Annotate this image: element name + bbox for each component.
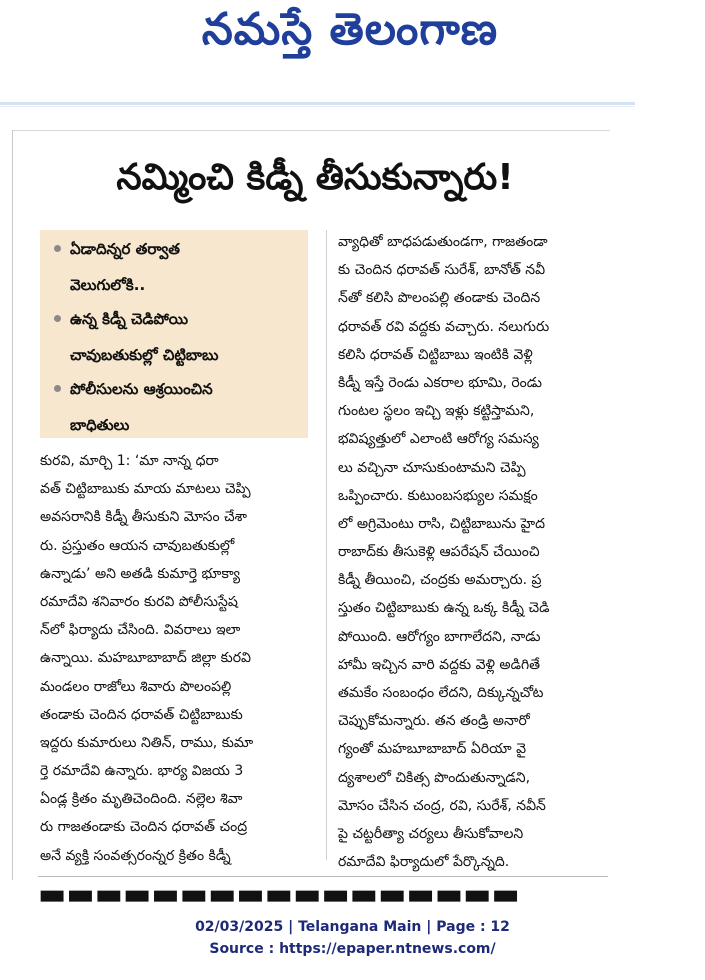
body-line: ఒప్పించారు. కుటుంబసభ్యుల సమక్షం (338, 487, 538, 504)
body-line: మండలం రాజోలు శివారు పొలంపల్లి (40, 678, 232, 695)
bullet-icon (54, 385, 61, 392)
highlights-box (40, 230, 308, 438)
article-frame-top (12, 130, 610, 131)
column-divider (326, 230, 327, 860)
highlight-line: ఉన్న కిడ్నీ చెడిపోయి (70, 310, 189, 328)
footer-date-line: 02/03/2025 | Telangana Main | Page : 12 (195, 919, 510, 935)
body-line: ఏండ్ల క్రితం మృతిచెందింది. నల్లెల శివా (40, 791, 243, 808)
body-line: పై చట్టరీత్యా చర్యలు తీసుకోవాలని (338, 825, 524, 842)
article-column-right (338, 228, 613, 876)
masthead (0, 0, 705, 100)
body-line: రాబాద్‌కు తీసుకెళ్లి ఆపరేషన్ చేయించి (338, 544, 540, 561)
masthead-rule-secondary (0, 106, 635, 107)
article-column-left (40, 447, 315, 870)
body-line: అవసరానికి కిడ్నీ తీసుకుని మోసం చేశా (40, 509, 248, 526)
next-headline-cutoff: ▬▬▬▬▬▬▬▬▬▬▬▬▬▬▬▬▬ (38, 877, 520, 912)
highlight-line: పోలీసులను ఆశ్రయించిన (70, 380, 213, 398)
body-line: లు వచ్చినా చూసుకుంటామని చెప్పి (338, 459, 526, 476)
bullet-icon (54, 315, 61, 322)
body-line: రు గాజతండాకు చెందిన ధరావత్ చంద్ర (40, 819, 248, 836)
body-line: అనే వ్యక్తి సంవత్సరంన్నర క్రితం కిడ్నీ (40, 847, 231, 864)
highlight-line: ఏడాదిన్నర తర్వాత (70, 240, 180, 258)
masthead-logo: నమస్తే తెలంగాణ (201, 4, 499, 55)
highlight-line: వెలుగులోకి.. (70, 276, 146, 294)
body-line: కు చెందిన ధరావత్ సురేశ్, బానోత్ నవీ (338, 262, 546, 279)
body-line: ద్యశాలలో చికిత్స పొందుతున్నాడని, (338, 769, 531, 786)
article-frame-left (12, 130, 13, 880)
masthead-rule (0, 102, 635, 105)
body-line: న్‌లో ఫిర్యాదు చేసింది. వివరాలు ఇలా (40, 622, 241, 639)
footer-source-line: Source : https://epaper.ntnews.com/ (209, 941, 496, 957)
body-line: ఇద్దరు కుమారులు నితిన్, రాము, కుమా (40, 734, 254, 751)
body-line: రమాదేవి శనివారం కురవి పోలీసుస్టేష (40, 593, 238, 610)
article-headline: నమ్మించి కిడ్నీ తీసుకున్నారు! (116, 157, 514, 198)
body-line: కిడ్నీ తీయించి, చంద్రకు అమర్చారు. ప్ర (338, 572, 542, 589)
body-line: పోయింది. ఆరోగ్యం బాగాలేదని, నాడు (338, 628, 541, 645)
body-line: న్‌తో కలిసి పొలంపల్లి తండాకు చెందిన (338, 290, 541, 307)
body-line: వత్ చిట్టిబాబుకు మాయ మాటలు చెప్పి (40, 481, 251, 498)
body-line: లో అగ్రిమెంటు రాసి, చిట్టిబాబును హైద (338, 515, 545, 532)
body-line: ధరావత్ రవి వద్దకు వచ్చారు. నలుగురు (338, 318, 550, 335)
body-line: వ్యాధితో బాధపడుతుండగా, గాజతండా (338, 234, 548, 250)
page-footer (0, 916, 705, 960)
body-line: కలిసి ధరావత్ చిట్టిబాబు ఇంటికి వెళ్లి (338, 346, 533, 363)
body-line: చెప్పుకోమన్నారు. తన తండ్రి అనారో (338, 713, 530, 730)
body-line: కురవి, మార్చి 1: ‘మా నాన్న ధరా (40, 453, 219, 469)
bullet-icon (54, 245, 61, 252)
body-line: తండాకు చెందిన ధరావత్ చిట్టిబాబుకు (40, 706, 243, 723)
highlight-line: బాధితులు (70, 416, 130, 434)
body-line: కిడ్నీ ఇస్తే రెండు ఎకరాల భూమి, రెండు (338, 374, 542, 391)
highlight-line: చావుబతుకుల్లో చిట్టిబాబు (70, 346, 219, 364)
body-line: రు. ప్రస్తుతం ఆయన చావుబతుకుల్లో (40, 537, 235, 554)
body-line: హామీ ఇచ్చిన వారి వద్దకు వెళ్లి అడిగితే (338, 656, 541, 673)
body-line: స్తుతం చిట్టిబాబుకు ఉన్న ఒక్క కిడ్నీ చెడి (338, 600, 550, 617)
body-line: గుంటల స్థలం ఇచ్చి ఇళ్లు కట్టిస్తామని, (338, 403, 535, 420)
body-line: రమాదేవి ఫిర్యాదులో పేర్కొన్నది. (338, 854, 510, 871)
body-line: భవిష్యత్తులో ఎలాంటి ఆరోగ్య సమస్య (338, 431, 539, 448)
body-line: మోసం చేసిన చంద్ర, రవి, సురేశ్, నవీన్ (338, 797, 546, 814)
body-line: తమకేం సంబంధం లేదని, దిక్కున్నచోట (338, 685, 544, 701)
body-line: ర్తె రమాదేవి ఉన్నారు. భార్య విజయ 3 (40, 763, 244, 780)
body-line: గ్యంతో మహబూబాబాద్ ఏరియా వై (338, 741, 527, 758)
body-line: ఉన్నాడు’ అని అతడి కుమార్తె భూక్యా (40, 565, 241, 582)
body-line: ఉన్నాయి. మహబూబాబాద్ జిల్లా కురవి (40, 650, 251, 667)
